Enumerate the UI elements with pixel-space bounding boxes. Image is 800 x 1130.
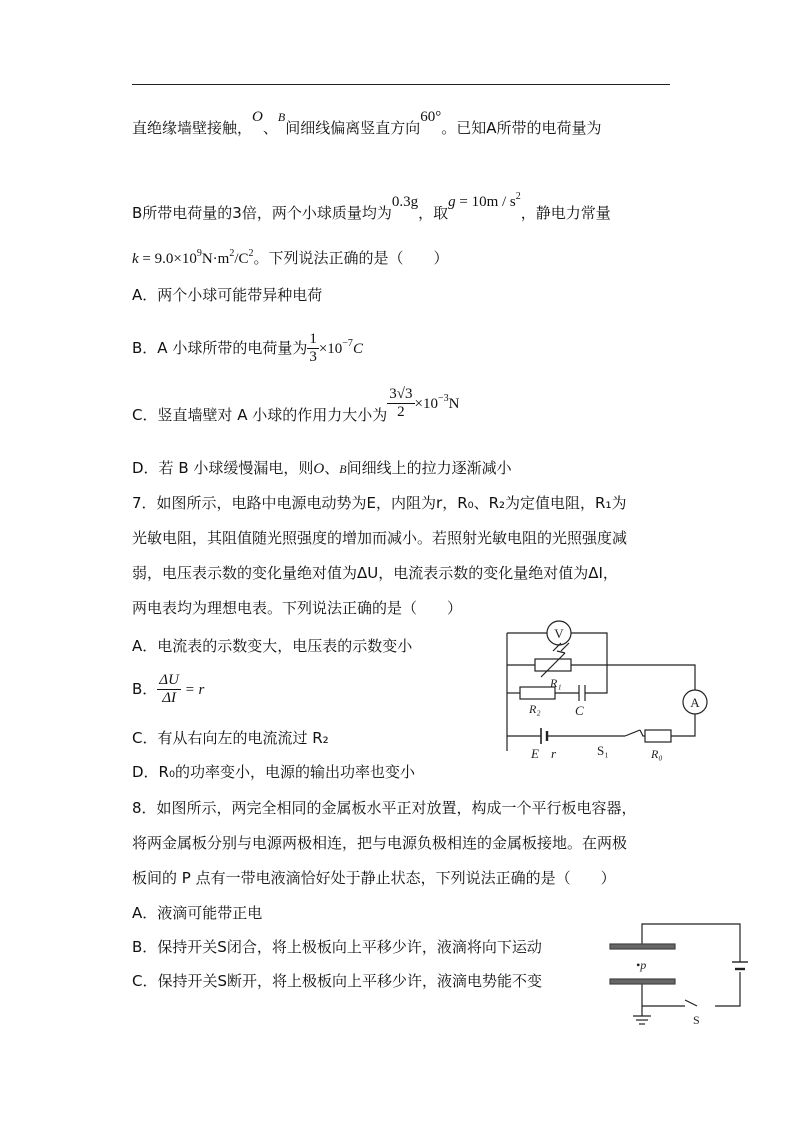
exponent: 2 [248, 248, 254, 259]
symbol-o: O [252, 109, 263, 125]
exponent: 9 [196, 248, 202, 259]
text: ，静电力常量 [520, 204, 611, 222]
q7-stem-line-2: 光敏电阻，其阻值随光照强度的增加而减小。若照射光敏电阻的光照强度减 [132, 529, 628, 547]
resistor-r2 [520, 687, 555, 716]
ammeter-label: A [690, 695, 700, 710]
q8-option-c: C．保持开关S断开，将上极板向上平移少许，液滴电势能不变 [132, 972, 542, 990]
numerator: 1 [309, 331, 317, 347]
battery [732, 962, 748, 969]
denominator: ΔI [162, 690, 177, 706]
resistor-r0 [645, 730, 671, 761]
text: ×10 [414, 396, 438, 412]
angle-value: 60° [420, 109, 442, 125]
exponent: −3 [437, 393, 449, 404]
exponent: −7 [342, 338, 353, 349]
q7-option-d: D．R₀的功率变小，电源的输出功率也变小 [132, 763, 415, 781]
exponent: 2 [515, 191, 521, 202]
battery [530, 728, 557, 761]
text: 直绝缘墙壁接触， [132, 119, 253, 137]
circuit-diagram-2 [600, 912, 760, 1030]
capacitor [575, 685, 585, 718]
unit: /C [234, 251, 249, 267]
numerator: 3√3 [389, 386, 413, 402]
symbol-b: B [339, 462, 347, 476]
q6-stem-line-1 [132, 109, 602, 139]
q8-option-b: B．保持开关S闭合，将上极板向上平移少许，液滴将向下运动 [132, 938, 542, 956]
photoresistor-r1 [535, 643, 571, 690]
text: 。已知A所带的电荷量为 [441, 119, 602, 137]
numerator: ΔU [159, 672, 179, 688]
emf-label: E [531, 746, 539, 761]
r1-label: R₁ [550, 676, 562, 690]
fraction [387, 386, 414, 421]
lower-plate [610, 979, 675, 984]
text: ×10 [318, 341, 343, 357]
unit: C [352, 341, 363, 357]
q7-option-c: C．有从右向左的电流流过 R₂ [132, 729, 329, 747]
q6-option-a: A．两个小球可能带异种电荷 [132, 286, 323, 304]
q6-option-d [132, 458, 512, 479]
voltmeter [547, 621, 571, 645]
unit: N·m [201, 251, 230, 267]
q8-stem-line-2: 将两金属板分别与电源两极相连，把与电源负极相连的金属板接地。在两极 [132, 834, 628, 852]
q7-stem-line-1: 7．如图所示，电路中电源电动势为E，内阻为r，R₀、R₂为定值电阻，R₁为 [132, 494, 627, 512]
symbol-k: k [132, 251, 139, 267]
exponent: 2 [229, 248, 235, 259]
symbol-g: g [448, 194, 456, 210]
mass-value: 0.3g [391, 194, 419, 210]
q6-option-b [132, 326, 363, 373]
text: 、 [262, 119, 278, 137]
switch-s1 [597, 743, 609, 758]
q8-stem-line-3: 板间的 P 点有一带电液滴恰好处于静止状态，下列说法正确的是（ ） [132, 869, 616, 887]
voltmeter-label: V [554, 626, 564, 641]
ground-symbol [633, 1016, 651, 1024]
denominator: 3 [309, 349, 317, 365]
fraction [157, 672, 181, 707]
text: 。下列说法正确的是（ ） [253, 249, 449, 267]
q7-option-a: A．电流表的示数变大，电压表的示数变小 [132, 637, 413, 655]
q7-stem-line-4: 两电表均为理想电表。下列说法正确的是（ ） [132, 599, 463, 617]
symbol-b: B [277, 110, 286, 124]
internal-resistance-label: r [551, 746, 557, 761]
fraction [307, 331, 319, 366]
text: 、 [324, 459, 340, 477]
wires [507, 633, 695, 751]
q8-option-a: A．液滴可能带正电 [132, 904, 263, 922]
unit: N [448, 396, 460, 412]
text: 间细线偏离竖直方向 [285, 119, 421, 137]
q8-stem-line-1: 8．如图所示，两完全相同的金属板水平正对放置，构成一个平行板电容器， [132, 799, 637, 817]
text: B．A 小球所带的电荷量为 [132, 339, 308, 357]
text: B． [132, 680, 158, 698]
capacitor-label: C [575, 703, 584, 718]
ammeter [683, 690, 707, 714]
k-value: = 9.0×10 [138, 251, 197, 267]
q6-stem-line-3 [132, 248, 449, 271]
text: B所带电荷量的3倍，两个小球质量均为 [132, 204, 392, 222]
point-p-label: •p [636, 958, 647, 972]
text: = r [180, 682, 205, 698]
q6-option-c [132, 378, 459, 431]
header-rule [132, 84, 670, 85]
switch-label: S₁ [597, 743, 609, 758]
g-value: = 10m / s [455, 194, 516, 210]
text: C．竖直墙壁对 A 小球的作用力大小为 [132, 406, 388, 424]
symbol-o: O [313, 461, 325, 477]
wires [642, 924, 740, 1016]
q7-option-b [132, 668, 204, 711]
text: D．若 B 小球缓慢漏电，则 [132, 459, 314, 477]
q7-stem-line-3: 弱，电压表示数的变化量绝对值为ΔU，电流表示数的变化量绝对值为ΔI， [132, 564, 618, 582]
switch-label: S [693, 1013, 700, 1027]
circuit-diagram-1 [495, 615, 720, 770]
text: ，取 [418, 204, 449, 222]
text: 间细线上的拉力逐渐减小 [346, 459, 512, 477]
q6-stem-line-2 [132, 191, 611, 226]
denominator: 2 [397, 404, 405, 420]
upper-plate [610, 944, 675, 949]
r2-label: R₂ [529, 702, 541, 716]
r0-label: R₀ [651, 747, 663, 761]
